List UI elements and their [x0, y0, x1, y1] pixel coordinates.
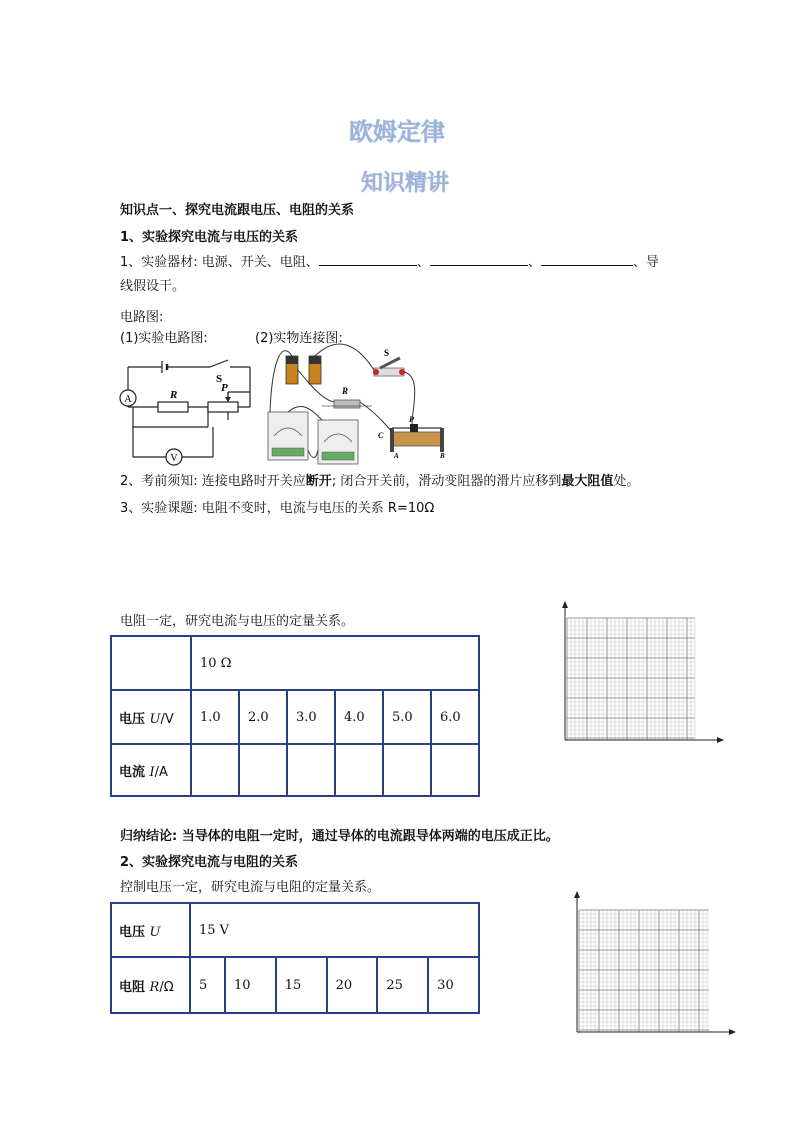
table2-caption: 控制电压一定，研究电流与电阻的定量关系。	[120, 880, 381, 895]
blank-field-3[interactable]	[541, 252, 633, 266]
experiment-topic: 3、实验课题: 电阻不变时，电流与电压的关系 R=10Ω	[120, 501, 435, 516]
current-input-cell[interactable]	[383, 744, 431, 796]
resistance-cell: 30	[428, 957, 479, 1013]
blank-field-2[interactable]	[430, 252, 528, 266]
voltage-cell: 4.0	[335, 690, 383, 744]
graph-paper-1[interactable]	[555, 598, 727, 748]
table-row	[111, 957, 479, 1013]
resistor-label: R	[170, 389, 178, 401]
resistor-icon	[322, 400, 372, 408]
notice-prefix: 2、考前须知: 连接电路时开关应	[120, 474, 306, 489]
resistance-cell: 20	[327, 957, 378, 1013]
resistance-value-cell: 10 Ω	[191, 636, 479, 690]
photo-a-label: A	[394, 452, 399, 460]
current-input-cell[interactable]	[287, 744, 335, 796]
voltage-current-table	[110, 635, 480, 797]
separator: 、	[416, 255, 430, 270]
page-subtitle: 知识精讲	[360, 171, 449, 196]
resistance-cell: 5	[190, 957, 225, 1013]
notice-suffix: 处。	[613, 474, 640, 489]
ammeter-label: A	[124, 394, 132, 405]
subsection-2-heading: 2、实验探究电流与电阻的关系	[120, 855, 299, 870]
resistance-cell: 10	[225, 957, 276, 1013]
notice-keyword-max: 最大阻值	[561, 474, 614, 489]
photo-resistor-label: R	[342, 386, 349, 396]
photo-p-label: P	[409, 415, 414, 424]
y-axis-arrow	[574, 891, 580, 898]
current-input-cell[interactable]	[431, 744, 479, 796]
y-axis-arrow	[562, 601, 568, 608]
switch-icon	[373, 358, 405, 376]
conclusion: 归纳结论: 当导体的电阻一定时，通过导体的电流跟导体两端的电压成正比。	[120, 829, 559, 844]
x-axis-arrow	[729, 1029, 736, 1035]
meter-2-icon	[318, 420, 358, 464]
equipment-prefix: 1、实验器材: 电源、开关、电阻、	[120, 255, 319, 270]
resistance-cell: 25	[377, 957, 428, 1013]
voltage-header-cell: 电压 U	[111, 903, 190, 957]
blank-field-1[interactable]	[319, 252, 417, 266]
current-input-cell[interactable]	[191, 744, 239, 796]
equipment-suffix: 、导	[632, 255, 659, 270]
table-row	[111, 690, 479, 744]
table-row	[111, 744, 479, 796]
circuit-label: 电路图:	[120, 310, 164, 325]
voltage-cell: 5.0	[383, 690, 431, 744]
table-row	[111, 636, 479, 690]
diagram1-label: (1)实验电路图:	[120, 331, 208, 346]
x-axis-arrow	[717, 737, 724, 743]
graph-paper-2[interactable]	[567, 888, 739, 1040]
table1-caption: 电阻一定，研究电流与电压的定量关系。	[120, 614, 355, 629]
subsection-1-heading: 1、实验探究电流与电压的关系	[120, 230, 299, 245]
current-input-cell[interactable]	[239, 744, 287, 796]
slider-label: P	[221, 382, 228, 394]
section-heading: 知识点一、探究电流跟电压、电阻的关系	[120, 203, 355, 218]
current-header-cell: 电流 I/A	[111, 744, 191, 796]
current-input-cell[interactable]	[335, 744, 383, 796]
rheostat-icon	[390, 424, 444, 452]
rheostat	[208, 402, 238, 412]
physical-connection-diagram	[262, 340, 452, 468]
photo-b-label: B	[440, 452, 445, 460]
meter-1-icon	[268, 412, 308, 460]
notice-line	[120, 473, 639, 491]
table-cell-empty	[111, 636, 191, 690]
equipment-line	[120, 252, 659, 272]
separator: 、	[527, 255, 541, 270]
voltage-cell: 1.0	[191, 690, 239, 744]
battery-icon	[286, 356, 321, 384]
voltmeter-label: V	[170, 453, 178, 464]
table-row	[111, 903, 479, 957]
diagram2-label: (2)实物连接图:	[255, 331, 343, 346]
photo-switch-label: S	[384, 348, 390, 358]
voltage-value-cell: 15 V	[190, 903, 479, 957]
voltage-header-cell: 电压 U/V	[111, 690, 191, 744]
voltage-cell: 3.0	[287, 690, 335, 744]
circuit-diagram	[118, 352, 256, 470]
resistance-header-cell: 电阻 R/Ω	[111, 957, 190, 1013]
photo-c-label: C	[378, 431, 384, 440]
voltage-cell: 6.0	[431, 690, 479, 744]
equipment-line-2: 线假设干。	[120, 279, 186, 294]
voltage-resistance-table	[110, 902, 480, 1014]
resistance-cell: 15	[276, 957, 327, 1013]
voltage-cell: 2.0	[239, 690, 287, 744]
switch-label: S	[216, 373, 223, 385]
notice-middle: ; 闭合开关前，滑动变阻器的滑片应移到	[331, 474, 562, 489]
page-title: 欧姆定律	[349, 118, 445, 146]
notice-keyword-open: 断开	[305, 474, 332, 489]
